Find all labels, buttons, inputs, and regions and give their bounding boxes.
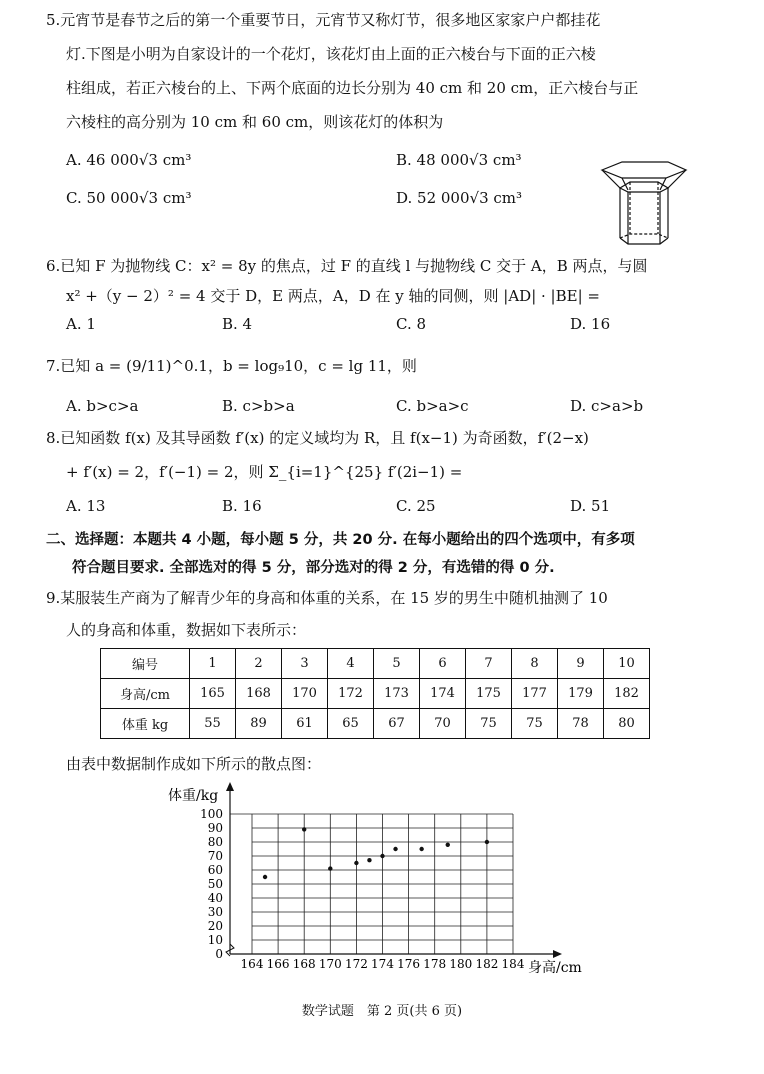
scatter-point (419, 847, 423, 851)
table-cell: 3 (282, 649, 328, 679)
section-2-heading-line-2: 符合题目要求. 全部选对的得 5 分，部分选对的得 2 分，有选错的得 0 分. (72, 560, 555, 576)
y-tick-label: 20 (207, 919, 223, 933)
x-tick-label: 170 (318, 957, 342, 971)
table-cell: 175 (466, 679, 512, 709)
scatter-point (263, 875, 267, 879)
scatter-chart (160, 780, 600, 985)
y-tick-label: 30 (207, 905, 223, 919)
table-cell: 5 (374, 649, 420, 679)
table-cell: 9 (558, 649, 604, 679)
q5-option-c: C. 50 000√3 cm³ (66, 189, 192, 207)
table-cell: 6 (420, 649, 466, 679)
table-cell: 65 (328, 709, 374, 739)
q7-option-a: A. b>c>a (66, 397, 139, 415)
q8-line-2: + f′(x) = 2，f′(−1) = 2，则 Σ_{i=1}^{25} f′(2i−1) = (66, 463, 463, 481)
table-cell: 179 (558, 679, 604, 709)
table-cell: 1 (190, 649, 236, 679)
table-cell: 55 (190, 709, 236, 739)
y-tick-label: 0 (215, 947, 223, 961)
x-tick-label: 178 (423, 957, 447, 971)
scatter-point (302, 827, 306, 831)
lantern-figure (600, 160, 690, 250)
q5-line-2: 灯.下图是小明为自家设计的一个花灯，该花灯由上面的正六棱台与下面的正六棱 (66, 45, 596, 63)
table-cell: 61 (282, 709, 328, 739)
y-tick-label: 40 (207, 891, 223, 905)
y-tick-label: 60 (207, 863, 223, 877)
table-cell: 10 (604, 649, 650, 679)
x-tick-label: 174 (371, 957, 394, 971)
q6-option-d: D. 16 (570, 315, 611, 333)
q8-option-c: C. 25 (396, 497, 436, 515)
q5-line-4: 六棱柱的高分别为 10 cm 和 60 cm，则该花灯的体积为 (66, 113, 444, 131)
x-tick-label: 164 (240, 957, 264, 971)
q6-option-c: C. 8 (396, 315, 427, 333)
chart-grid (230, 814, 513, 954)
y-tick-label: 50 (207, 877, 223, 891)
table-cell: 8 (512, 649, 558, 679)
page-footer: 数学试题 第 2 页(共 6 页) (301, 1004, 463, 1019)
q6-option-a: A. 1 (66, 315, 96, 333)
q7-option-d: D. c>a>b (570, 397, 644, 415)
x-tick-label: 184 (501, 957, 525, 971)
y-tick-label: 90 (207, 821, 223, 835)
table-row-weights (101, 709, 650, 739)
q8-line-1: 8.已知函数 f(x) 及其导函数 f′(x) 的定义域均为 R，且 f(x−1) 为奇函数，f′(2−x) (46, 429, 589, 447)
q8-option-b: B. 16 (222, 497, 262, 515)
x-tick-label: 182 (475, 957, 499, 971)
row-label-id: 编号 (101, 649, 190, 679)
q5-line-3: 柱组成，若正六棱台的上、下两个底面的边长分别为 40 cm 和 20 cm，正六棱台与正 (66, 79, 639, 97)
table-cell: 67 (374, 709, 420, 739)
q7-line: 7.已知 a = (9/11)^0.1，b = log₉10，c = lg 11，则 (46, 357, 417, 375)
table-cell: 70 (420, 709, 466, 739)
scatter-point (328, 866, 332, 870)
table-cell: 78 (558, 709, 604, 739)
x-axis-label: 身高/cm (528, 960, 582, 976)
y-tick-label: 70 (207, 849, 223, 863)
table-cell: 75 (512, 709, 558, 739)
scatter-point (393, 847, 397, 851)
q9-line-2: 人的身高和体重，数据如下表所示： (66, 621, 307, 639)
q9-line-1: 9.某服装生产商为了解青少年的身高和体重的关系，在 15 岁的男生中随机抽测了 10 (46, 589, 608, 607)
y-axis-label: 体重/kg (168, 788, 219, 804)
y-tick-label: 10 (207, 933, 223, 947)
table-cell: 174 (420, 679, 466, 709)
q7-option-c: C. b>a>c (396, 397, 469, 415)
table-cell: 2 (236, 649, 282, 679)
y-tick-label: 80 (207, 835, 223, 849)
q7-option-b: B. c>b>a (222, 397, 295, 415)
section-2-heading-line-1: 二、选择题：本题共 4 小题，每小题 5 分，共 20 分. 在每小题给出的四个选项中，有多项 (46, 532, 635, 548)
q5-option-b: B. 48 000√3 cm³ (396, 151, 522, 169)
table-cell: 89 (236, 709, 282, 739)
q5-option-a: A. 46 000√3 cm³ (66, 151, 192, 169)
row-label-height: 身高/cm (101, 679, 190, 709)
table-cell: 182 (604, 679, 650, 709)
q8-option-a: A. 13 (66, 497, 106, 515)
x-tick-label: 168 (292, 957, 316, 971)
table-cell: 7 (466, 649, 512, 679)
table-cell: 168 (236, 679, 282, 709)
row-label-weight: 体重 kg (101, 709, 190, 739)
x-tick-label: 180 (449, 957, 473, 971)
q6-line-1: 6.已知 F 为抛物线 C：x² = 8y 的焦点，过 F 的直线 l 与抛物线 C 交于 A，B 两点，与圆 (46, 257, 648, 275)
height-weight-table (100, 648, 650, 739)
scatter-point (354, 861, 358, 865)
q5-line-1: 5.元宵节是春节之后的第一个重要节日，元宵节又称灯节，很多地区家家户户都挂花 (46, 11, 601, 29)
scatter-point (380, 854, 384, 858)
q8-option-d: D. 51 (570, 497, 611, 515)
table-cell: 170 (282, 679, 328, 709)
q6-option-b: B. 4 (222, 315, 253, 333)
table-cell: 165 (190, 679, 236, 709)
table-cell: 177 (512, 679, 558, 709)
table-cell: 75 (466, 709, 512, 739)
x-tick-label: 172 (344, 957, 368, 971)
table-cell: 4 (328, 649, 374, 679)
q6-line-2: x² +（y − 2）² = 4 交于 D，E 两点，A，D 在 y 轴的同侧，则 |AD| · |BE| = (66, 287, 600, 305)
q9-after-table: 由表中数据制作成如下所示的散点图： (66, 755, 322, 773)
scatter-point (485, 840, 489, 844)
q5-option-d: D. 52 000√3 cm³ (396, 189, 523, 207)
scatter-point (446, 843, 450, 847)
x-tick-label: 176 (397, 957, 421, 971)
table-row-heights (101, 679, 650, 709)
table-row-ids (101, 649, 650, 679)
x-tick-label: 166 (266, 957, 290, 971)
scatter-point (367, 858, 371, 862)
table-cell: 173 (374, 679, 420, 709)
table-cell: 172 (328, 679, 374, 709)
table-cell: 80 (604, 709, 650, 739)
y-tick-label: 100 (200, 807, 223, 821)
